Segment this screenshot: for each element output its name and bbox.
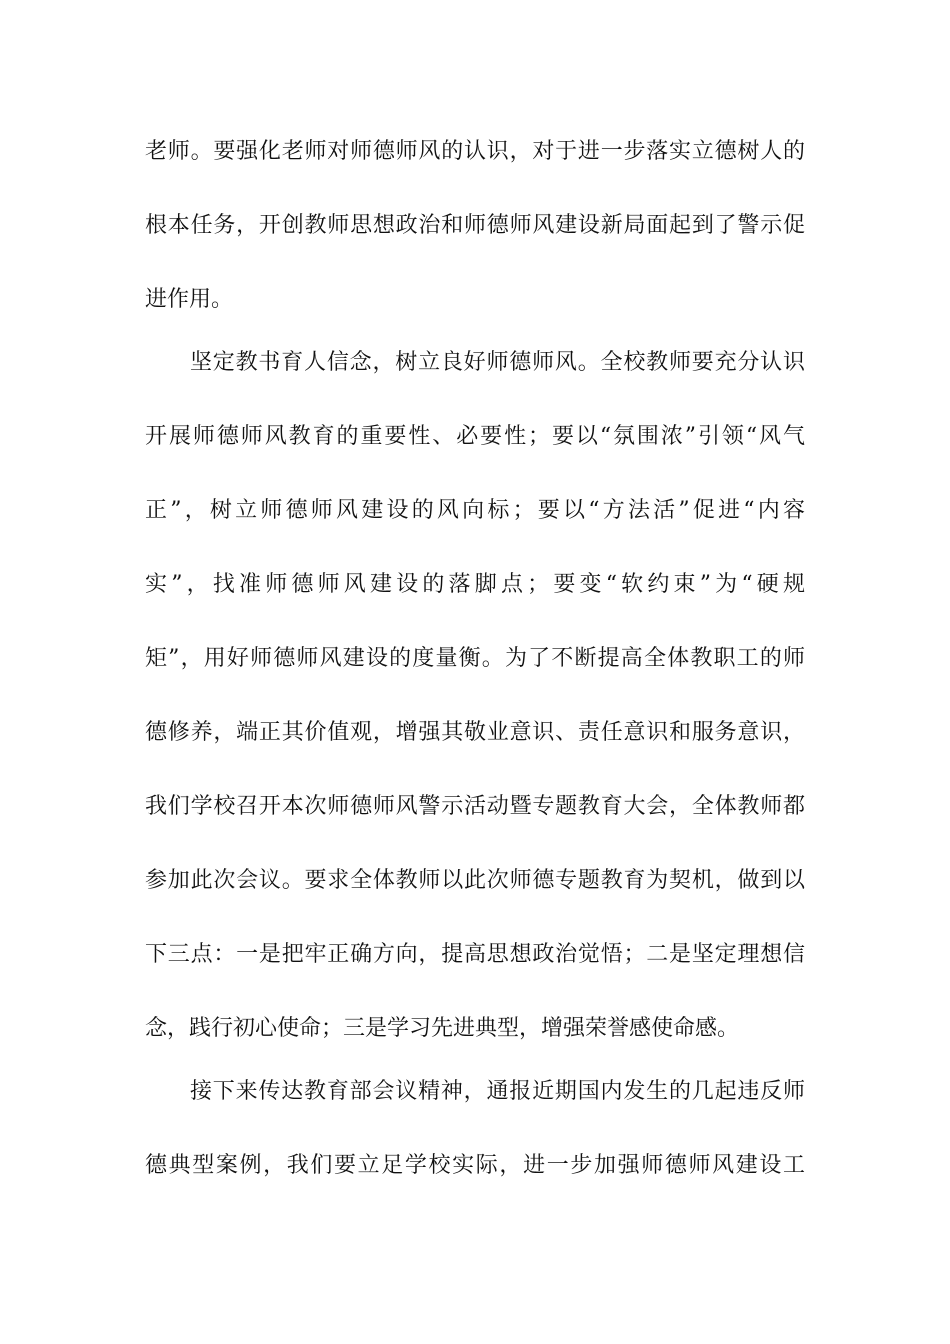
text-line: 参加此次会议。要求全体教师以此次师德专题教育为契机，做到以 [145,868,805,893]
text-line: 德典型案例，我们要立足学校实际，进一步加强师德师风建设工 [145,1153,805,1178]
text-line: 开展师德师风教育的重要性、必要性；要以“氛围浓”引领“风气 [145,424,805,449]
text-line: 德修养，端正其价值观，增强其敬业意识、责任意识和服务意识， [145,720,805,745]
text-line: 矩”，用好师德师风建设的度量衡。为了不断提高全体教职工的师 [145,646,805,671]
text-line: 实”，找准师德师风建设的落脚点；要变“软约束”为“硬规 [145,572,805,597]
text-line: 正”，树立师德师风建设的风向标；要以“方法活”促进“内容 [145,498,805,523]
text-line: 我们学校召开本次师德师风警示活动暨专题教育大会，全体教师都 [145,794,805,819]
text-line: 进作用。 [145,287,234,312]
text-line: 下三点：一是把牢正确方向，提高思想政治觉悟；二是坚定理想信 [145,942,805,967]
text-line: 根本任务，开创教师思想政治和师德师风建设新局面起到了警示促 [145,213,805,238]
text-line: 老师。要强化老师对师德师风的认识，对于进一步落实立德树人的 [145,139,805,164]
text-line: 念，践行初心使命；三是学习先进典型，增强荣誉感使命感。 [145,1016,740,1041]
paragraph-first-line: 接下来传达教育部会议精神，通报近期国内发生的几起违反师 [190,1079,805,1104]
paragraph-first-line: 坚定教书育人信念，树立良好师德师风。全校教师要充分认识 [190,350,805,375]
